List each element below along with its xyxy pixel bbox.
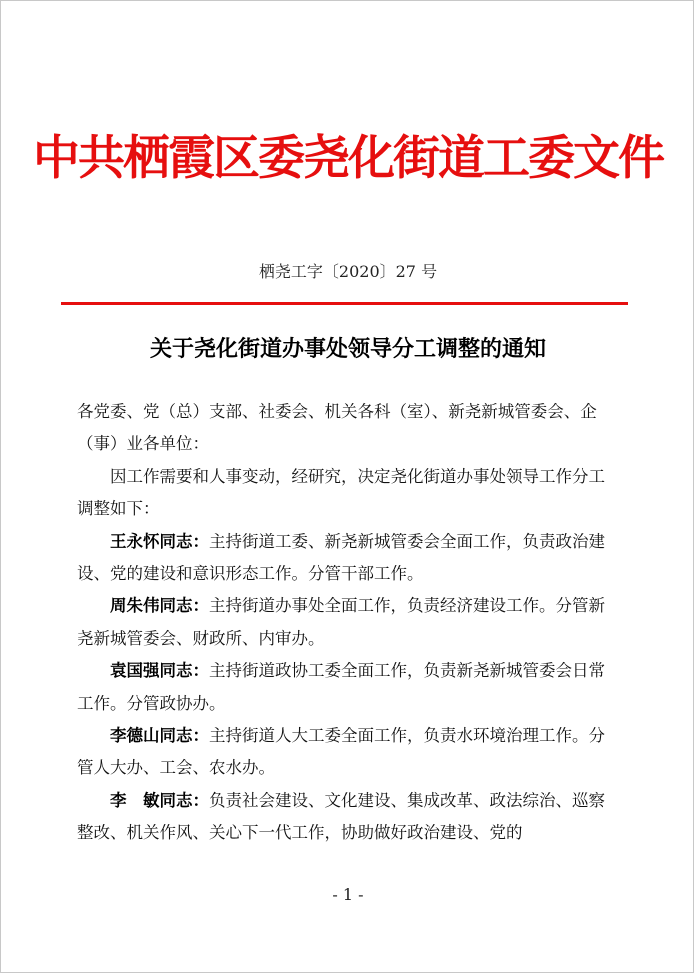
intro-paragraph: 因工作需要和人事变动，经研究，决定尧化街道办事处领导工作分工调整如下：	[77, 466, 605, 519]
official-name: 王永怀同志：	[110, 531, 209, 551]
official-name: 袁国强同志：	[110, 661, 209, 681]
assignment-paragraph	[77, 785, 621, 850]
document-masthead: 中共栖霞区委尧化街道工委文件	[33, 131, 663, 186]
document-body	[77, 396, 621, 850]
page-number: - 1 -	[332, 885, 364, 904]
official-name: 李德山同志：	[110, 726, 209, 746]
document-number: 栖尧工字〔2020〕27 号	[258, 262, 438, 281]
assignment-paragraph	[77, 720, 621, 785]
assignment-paragraph	[77, 526, 621, 591]
assignment-text: 主持街道人大工委全面工作，负责水环境治理工作。分管人大办、工会、农水办。	[77, 726, 605, 778]
official-name: 周朱伟同志：	[110, 596, 209, 616]
assignment-text: 负责社会建设、文化建设、集成改革、政法综治、巡察整改、机关作风、关心下一代工作，协助做好政治建设、党的	[77, 790, 605, 843]
recipients-line: 各党委、党（总）支部、社委会、机关各科（室）、新尧新城管委会、企（事）业各单位：	[77, 402, 597, 454]
assignment-paragraph	[77, 590, 621, 655]
official-name: 李 敏同志：	[110, 790, 209, 810]
assignment-text: 主持街道办事处全面工作，负责经济建设工作。分管新尧新城管委会、财政所、内审办。	[77, 596, 605, 648]
assignment-text: 主持街道政协工委全面工作，负责新尧新城管委会日常工作。分管政协办。	[77, 661, 605, 713]
assignment-paragraph	[77, 655, 621, 720]
document-title: 关于尧化街道办事处领导分工调整的通知	[149, 336, 546, 362]
assignment-text: 主持街道工委、新尧新城管委会全面工作，负责政治建设、党的建设和意识形态工作。分管干部工作。	[77, 531, 605, 584]
red-separator-line	[61, 302, 628, 305]
